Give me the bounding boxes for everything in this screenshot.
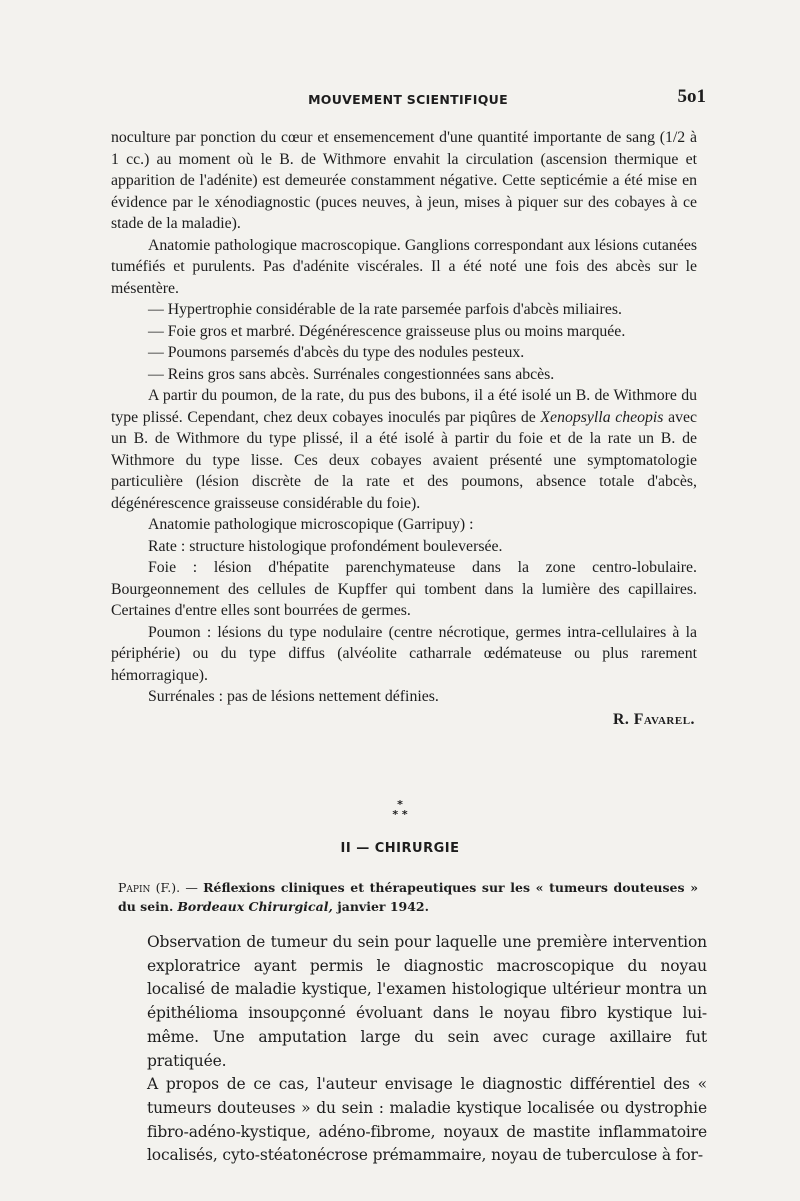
paragraph: — Foie gros et marbré. Dégénérescence graisseuse plus ou moins marquée. [148,322,626,340]
paragraph: — Poumons parsemés d'abcès du type des nodules pesteux. [148,344,525,361]
paragraph: Anatomie pathologique microscopique (Garripuy) : [148,516,474,533]
paragraph [111,385,697,514]
page-number: 5o1 [677,86,706,107]
reference-journal: Bordeaux Chirurgical, [177,899,333,914]
reference-title: Réflexions cliniques et thérapeutiques sur les « tumeurs douteuses » du sein. [118,880,699,914]
paragraph: Rate : structure histologique profondément bouleversée. [148,537,503,555]
running-title: MOUVEMENT SCIENTIFIQUE [308,92,508,107]
text-run: avec un B. de Withmore du type plissé, il a été isolé à partir du foie et de la rate un B. de Withmore du type lisse. Ces deux cobayes avaient présenté une symptomatologie particulière (lésion discrète de la rate et des poumons, absence totale d'abcès, dégénérescence graisseuse considérable du foie). [111,408,698,512]
author-signature: R. Favarel. [612,710,695,728]
paragraph: Poumon : lésions du type nodulaire (centre nécrotique, germes intra-cellulaires à la périphérie) ou du type diffus (alvéolite catharrale œdémateuse ou plus rarement hémorragique). [111,623,697,684]
section-separator [380,800,420,820]
bibliographic-reference [118,878,698,916]
species-name: Xenopsylla cheopis [540,408,664,426]
paragraph: noculture par ponction du cœur et ensemencement d'une quantité importante de sang (1/2 à 1 cc.) au moment où le B. de Withmore envahit la circulation (ascension thermique et apparition de l'adénite) est demeurée constamment négative. Cette septicémie a été mise en évidence par le xénodiagnostic (puces neuves, à jeun, mises à piquer sur des cobayes à ce stade de la maladie). [111,129,697,232]
paragraph: A propos de ce cas, l'auteur envisage le diagnostic différentiel des « tumeurs douteuses » du sein : maladie kystique localisée ou dystrophie fibro-adéno-kystique, adéno-fibrome, noyaux de mastite inflammatoire localisés, cyto-stéatonécrose prémammaire, noyau de tuberculose à for- [147,1075,707,1165]
paragraph: — Reins gros sans abcès. Surrénales congestionnées sans abcès. [148,365,555,383]
paragraph: Foie : lésion d'hépatite parenchymateuse dans la zone centro-lobulaire. Bourgeonnement des cellules de Kupffer qui tombent dans la lumière des capillaires. Certaines d'entre elles sont bourrées de germes. [111,559,697,619]
paragraph: Anatomie pathologique macroscopique. Ganglions correspondant aux lésions cutanées tuméfiés et purulents. Pas d'adénite viscérales. Il a été noté une fois des abcès sur le mésentère. [111,236,697,297]
separator-top: * [397,798,403,811]
section-title: II — CHIRURGIE [340,841,460,856]
paragraph: Observation de tumeur du sein pour laquelle une première intervention exploratrice ayant permis le diagnostic macroscopique du noyau localisé de maladie kystique, l'examen histologique ultérieur montra un épithélioma insoupçonné évoluant dans le noyau fibro kystique lui-même. Une amputation large du sein avec curage axillaire fut pratiquée. [147,933,707,1070]
paragraph: Surrénales : pas de lésions nettement définies. [148,688,439,705]
abstract-body [147,931,707,1168]
reference-date: janvier 1942. [332,899,429,914]
separator-bottom: * * [392,808,408,821]
reference-dash: — [180,880,204,895]
article-body-continued [111,127,697,730]
reference-author: Papin (F.). [118,880,181,895]
paragraph: — Hypertrophie considérable de la rate parsemée parfois d'abcès miliaires. [148,301,622,318]
running-header [110,86,706,112]
text-run: A partir du poumon, de la rate, du pus des bubons, il a été isolé un B. de Withmore du type plissé. Cependant, chez deux cobayes inoculés par piqûres de [111,387,697,426]
